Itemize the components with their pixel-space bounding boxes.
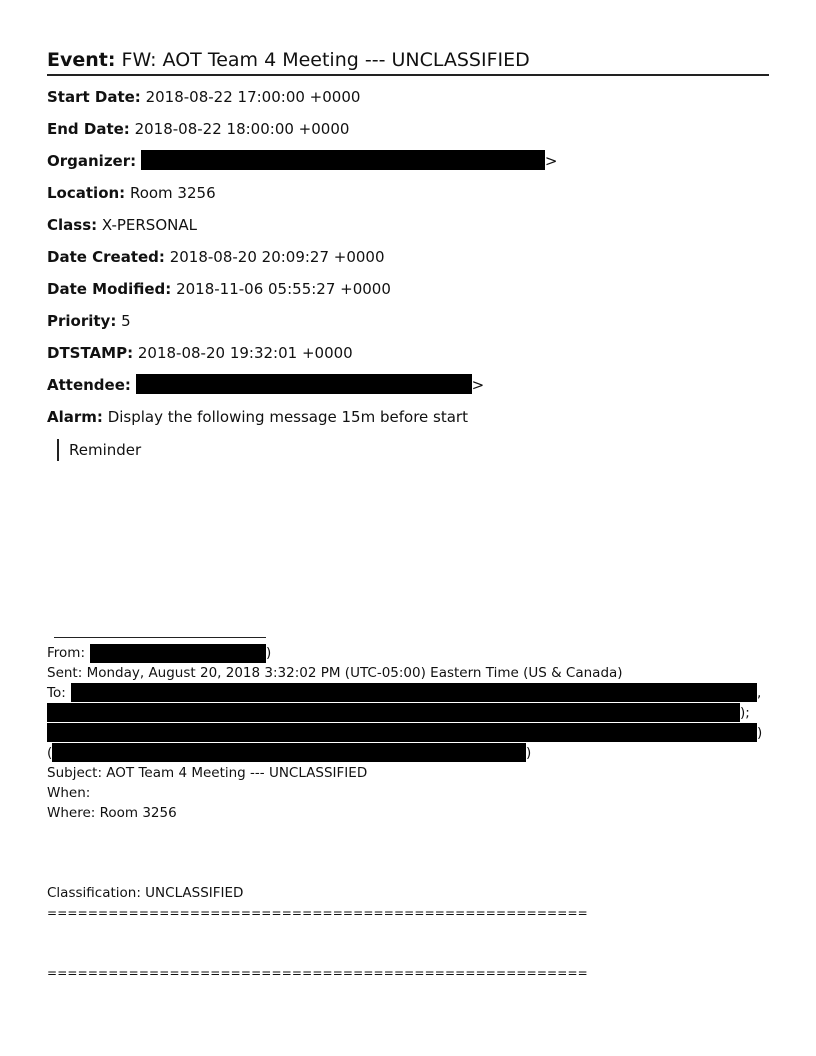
organizer-label: Organizer: [47,152,137,170]
sent-line: Sent: Monday, August 20, 2018 3:32:02 PM (UTC-05:00) Eastern Time (US & Canada) [47,665,623,681]
location-label: Location: [47,184,126,202]
reminder-quote: Reminder [57,439,141,461]
where-line: Where: Room 3256 [47,805,177,821]
to-label: To: [47,685,66,701]
dtstamp-label: DTSTAMP: [47,344,134,362]
date-modified-value: 2018-11-06 05:55:27 +0000 [176,280,391,298]
priority-value: 5 [121,312,131,330]
date-modified-row [47,278,391,300]
end-date-row [47,118,349,140]
rule-line-1: ===================================================== [47,906,588,920]
to-line4-prefix: ( [47,745,53,761]
date-modified-label: Date Modified: [47,280,172,298]
start-date-label: Start Date: [47,88,141,106]
rule-line-2: ===================================================== [47,966,588,980]
attendee-row [47,374,484,396]
alarm-label: Alarm: [47,408,103,426]
date-created-value: 2018-08-20 20:09:27 +0000 [169,248,385,266]
class-value: X-PERSONAL [101,216,197,234]
to-redaction-2 [47,703,740,722]
date-created-label: Date Created: [47,248,165,266]
from-redaction [90,644,266,663]
to-line3-suffix: ) [757,725,763,741]
end-date-label: End Date: [47,120,130,138]
to-line4-suffix: ) [526,745,532,761]
organizer-row [47,150,558,172]
classification-line: Classification: UNCLASSIFIED [47,885,244,901]
when-line: When: [47,785,91,801]
to-redaction-3 [47,723,757,742]
organizer-redaction [141,150,545,170]
to-redaction-1 [71,683,757,702]
from-suffix: ) [266,645,272,661]
start-date-value: 2018-08-22 17:00:00 +0000 [145,88,361,106]
organizer-suffix: > [544,152,558,170]
to-line2-suffix: ); [740,705,750,721]
from-label: From: [47,645,85,661]
to-line [47,683,66,703]
class-row [47,214,197,236]
alarm-value: Display the following message 15m before start [107,408,468,426]
dtstamp-row [47,342,353,364]
event-title-bar [47,48,769,76]
dtstamp-value: 2018-08-20 19:32:01 +0000 [137,344,353,362]
date-created-row [47,246,385,268]
from-line [47,643,85,663]
priority-row [47,310,131,332]
start-date-row [47,86,360,108]
forward-separator [54,637,266,638]
location-row [47,182,216,204]
event-title: FW: AOT Team 4 Meeting --- UNCLASSIFIED [121,49,530,71]
alarm-row [47,406,468,428]
class-label: Class: [47,216,98,234]
to-comma: , [757,685,762,701]
attendee-redaction [136,374,472,394]
attendee-label: Attendee: [47,376,131,394]
event-label: Event: [47,49,116,71]
to-redaction-4 [52,743,526,762]
subject-line: Subject: AOT Team 4 Meeting --- UNCLASSIFIED [47,765,368,781]
location-value: Room 3256 [129,184,216,202]
attendee-suffix: > [471,376,485,394]
end-date-value: 2018-08-22 18:00:00 +0000 [134,120,350,138]
priority-label: Priority: [47,312,117,330]
